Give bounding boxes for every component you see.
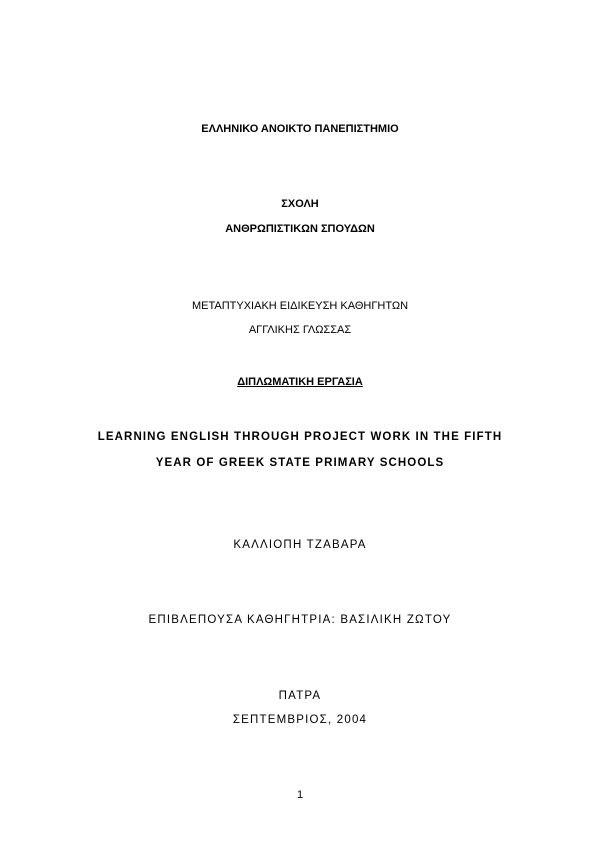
author-name: ΚΑΛΛΙΟΠΗ ΤΖΑΒΑΡΑ [233, 539, 367, 551]
location: ΠΑΤΡΑ [278, 690, 322, 702]
thesis-title-line-2: YEAR OF GREEK STATE PRIMARY SCHOOLS [155, 457, 445, 469]
university-name: ΕΛΛΗΝΙΚΟ ΑΝΟΙΚΤΟ ΠΑΝΕΠΙΣΤΗΜΙΟ [201, 123, 399, 135]
program-line-2: ΑΓΓΛΙΚΗΣ ΓΛΩΣΣΑΣ [248, 324, 352, 336]
date: ΣΕΠΤΕΜΒΡΙΟΣ, 2004 [232, 714, 368, 726]
school-name: ΑΝΘΡΩΠΙΣΤΙΚΩΝ ΣΠΟΥΔΩΝ [225, 223, 375, 235]
thesis-title-line-1: LEARNING ENGLISH THROUGH PROJECT WORK IN THE FIFTH [97, 431, 503, 443]
school-label: ΣΧΟΛΗ [281, 198, 319, 210]
program-line-1: ΜΕΤΑΠΤΥΧΙΑΚΗ ΕΙΔΙΚΕΥΣΗ ΚΑΘΗΓΗΤΩΝ [191, 300, 409, 312]
document-type: ΔΙΠΛΩΜΑΤΙΚΗ ΕΡΓΑΣΙΑ [237, 376, 363, 388]
page-number: 1 [296, 789, 304, 801]
supervisor: ΕΠΙΒΛΕΠΟΥΣΑ ΚΑΘΗΓΗΤΡΙΑ: ΒΑΣΙΛΙΚΗ ΖΩΤΟΥ [148, 614, 452, 626]
